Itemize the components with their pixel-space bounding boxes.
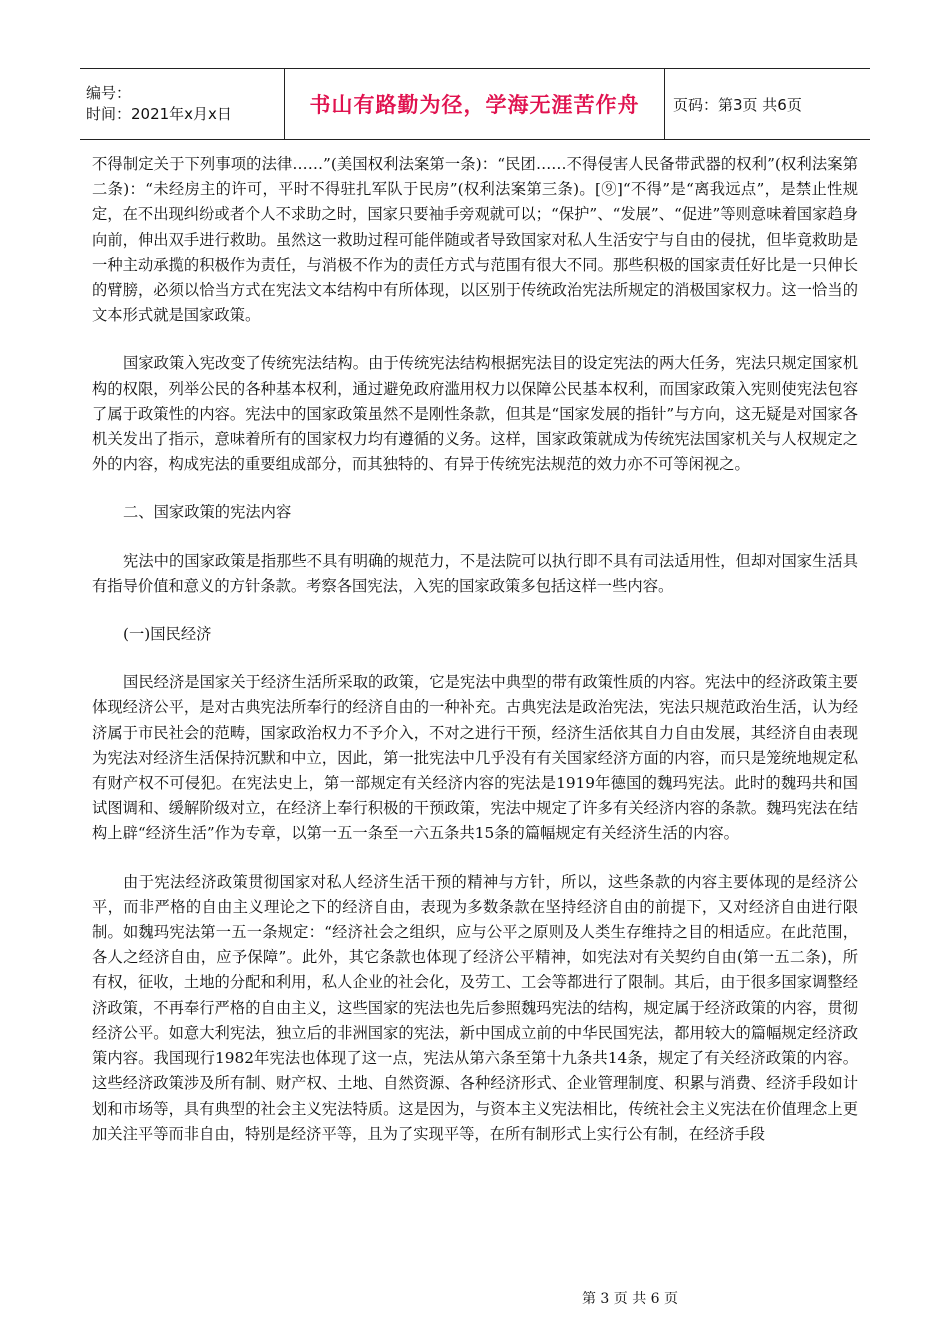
header-meta — [80, 69, 285, 139]
header-page-number — [665, 69, 870, 139]
paragraph: 由于宪法经济政策贯彻国家对私人经济生活干预的精神与方针，所以，这些条款的内容主要体现的是经济公平，而非严格的自由主义理论之下的经济自由，表现为多数条款在坚持经济自由的前提下，又对经济自由进行限制。如魏玛宪法第一五一条规定：“经济社会之组织，应与公平之原则及人类生存维持之目的相适应。在此范围，各人之经济自由，应予保障”。此外，其它条款也体现了经济公平精神，如宪法对有关契约自由(第一五二条)，所有权，征收，土地的分配和利用，私人企业的社会化，及劳工、工会等都进行了限制。其后，由于很多国家调整经济政策，不再奉行严格的自由主义，这些国家的宪法也先后参照魏玛宪法的结构，规定属于经济政策的内容，贯彻经济公平。如意大利宪法，独立后的非洲国家的宪法，新中国成立前的中华民国宪法，都用较大的篇幅规定经济政策内容。我国现行1982年宪法也体现了这一点，宪法从第六条至第十九条共14条，规定了有关经济政策的内容。这些经济政策涉及所有制、财产权、土地、自然资源、各种经济形式、企业管理制度、积累与消费、经济手段如计划和市场等，具有典型的社会主义宪法特质。这是因为，与资本主义宪法相比，传统社会主义宪法在价值理念上更加关注平等而非自由，特别是经济平等，且为了实现平等，在所有制形式上实行公有制，在经济手段 — [92, 872, 858, 1143]
paragraph: 不得制定关于下列事项的法律……”(美国权利法案第一条)：“民团……不得侵害人民备带武器的权利”(权利法案第二条)：“未经房主的许可，平时不得驻扎军队于民房”(权利法案第三条)。[⑨]“不得”是“离我远点”，是禁止性规定，在不出现纠纷或者个人不求助之时，国家只要袖手旁观就可以；“保护”、“发展”、“促进”等则意味着国家趋身向前，伸出双手进行救助。虽然这一救助过程可能伴随或者导致国家对私人生活安宁与自由的侵扰，但毕竟救助是一种主动承揽的积极作为责任，与消极不作为的责任方式与范围有很大不同。那些积极的国家责任好比是一只伸长的臂膀，必须以恰当方式在宪法文本结构中有所体现，以区别于传统政治宪法所规定的消极国家权力。这一恰当的文本形式就是国家政策。 — [92, 155, 858, 325]
header-motto — [285, 69, 665, 139]
document-code-label: 编号： — [86, 84, 132, 102]
page-footer — [0, 1288, 950, 1308]
motto-text: 书山有路勤为径，学海无涯苦作舟 — [309, 93, 640, 117]
paragraph: 国民经济是国家关于经济生活所采取的政策，它是宪法中典型的带有政策性质的内容。宪法中的经济政策主要体现经济公平，是对古典宪法所奉行的经济自由的一种补充。古典宪法是政治宪法，宪法只规范政治生活，认为经济属于市民社会的范畴，国家政治权力不予介入，不对之进行干预，经济生活依其自力自由发展，其经济自由表现为宪法对经济生活保持沉默和中立，因此，第一批宪法中几乎没有有关国家经济方面的内容，而只是笼统地规定私有财产权不可侵犯。在宪法史上，第一部规定有关经济内容的宪法是1919年德国的魏玛宪法。此时的魏玛共和国试图调和、缓解阶级对立，在经济上奉行积极的干预政策，宪法中规定了许多有关经济内容的条款。魏玛宪法在结构上辟“经济生活”作为专章，以第一五一条至一六五条共15条的篇幅规定有关经济生活的内容。 — [92, 673, 858, 843]
page-header — [80, 68, 870, 140]
paragraph: 宪法中的国家政策是指那些不具有明确的规范力，不是法院可以执行即不具有司法适用性，但却对国家生活具有指导价值和意义的方针条款。考察各国宪法，入宪的国家政策多包括这样一些内容。 — [92, 551, 858, 595]
paragraph: 国家政策入宪改变了传统宪法结构。由于传统宪法结构根据宪法目的设定宪法的两大任务，宪法只规定国家机构的权限，列举公民的各种基本权利，通过避免政府滥用权力以保障公民基本权利，而国家政策入宪则使宪法包容了属于政策性的内容。宪法中的国家政策虽然不是刚性条款，但其是“国家发展的指针”与方向，这无疑是对国家各机关发出了指示，意味着所有的国家权力均有遵循的义务。这样，国家政策就成为传统宪法国家机关与人权规定之外的内容，构成宪法的重要组成部分，而其独特的、有异于传统宪法规范的效力亦不可等闲视之。 — [92, 354, 858, 474]
subsection-heading: (一)国民经济 — [123, 625, 212, 644]
page-number-label: 页码：第3页 共6页 — [673, 95, 802, 114]
document-date: 时间：2021年x月x日 — [86, 105, 232, 123]
section-heading: 二、国家政策的宪法内容 — [123, 503, 292, 522]
document-body — [92, 152, 858, 1147]
footer-page-number: 第 3 页 共 6 页 — [581, 1291, 679, 1307]
